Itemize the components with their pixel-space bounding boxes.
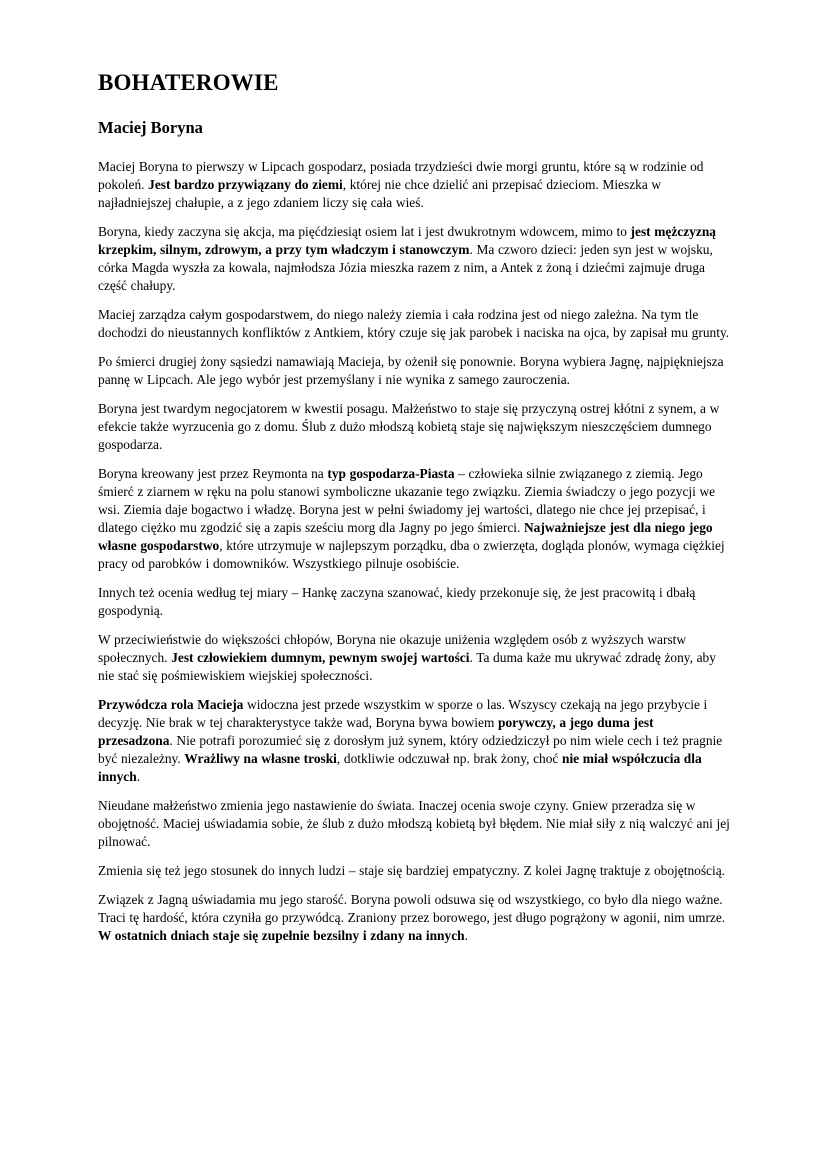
bold-text-run: jest mężczyzną krzepkim, silnym, zdrowym, a przy tym władczym i stanowczym [98, 224, 716, 258]
page-title: BOHATEROWIE [98, 70, 279, 95]
paragraph [98, 223, 731, 295]
text-run: , które utrzymuje w najlepszym porządku, dba o zwierzęta, dogląda plonów, wymaga ciężkiej pracy od parobków i domowników. Wszystkiego pilnuje osobiście. [98, 538, 725, 572]
text-run: Nieudane małżeństwo zmienia jego nastawienie do świata. Inaczej ocenia swoje czyny. Gniew przeradza się w obojętność. Maciej uświadamia sobie, że ślub z dużo młodszą kobietą był błędem. Nie miał siły z nią walczyć ani jej pilnować. [98, 798, 730, 850]
paragraph [98, 465, 731, 573]
paragraph [98, 797, 731, 851]
paragraph [98, 400, 731, 454]
text-run: . [136, 769, 141, 785]
bold-text-run: typ gospodarza-Piasta [327, 466, 455, 482]
section-heading: Maciej Boryna [98, 118, 203, 138]
text-run: – człowieka silnie związanego z ziemią. Jego śmierć z ziarnem w ręku na polu stanowi symboliczne ukazanie tego związku. Ziemia świadczy o jego pozycji we wsi. Ziemia daje bogactwo i władzę. Boryna jest w pełni świadomy jej wartości, dlatego nie chce jej przepisać, i dlatego ciężko mu zgodzić się a zapis sześciu morg dla Jagny po jego śmierci. [98, 466, 716, 536]
bold-text-run: Wrażliwy na własne troski [184, 751, 337, 767]
text-run: Związek z Jagną uświadamia mu jego starość. Boryna powoli odsuwa się od wszystkiego, co było dla niego ważne. Traci tę hardość, która czyniła go przywódcą. Zraniony przez borowego, jest długo pogrążony w agonii, nim umrze. [98, 892, 726, 926]
paragraph [98, 353, 731, 389]
bold-text-run: porywczy, a jego duma jest przesadzona [98, 715, 654, 749]
bold-text-run: Jest bardzo przywiązany do ziemi [148, 177, 343, 193]
text-run: W przeciwieństwie do większości chłopów, Boryna nie okazuje uniżenia względem osób z wyższych warstw społecznych. [98, 632, 687, 666]
paragraph [98, 891, 731, 945]
text-run: widoczna jest przede wszystkim w sporze o las. Wszyscy czekają na jego przybycie i decyzję. Nie brak w tej charakterystyce także wad, Boryna bywa bowiem [98, 697, 708, 731]
paragraph [98, 306, 731, 342]
text-run: . Ma czworo dzieci: jeden syn jest w wojsku, córka Magda wyszła za kowala, najmłodsza Józia mieszka razem z nim, a Antek z żoną i dziećmi zajmuje druga część chałupy. [98, 242, 713, 294]
text-run: Maciej Boryna to pierwszy w Lipcach gospodarz, posiada trzydzieści dwie morgi gruntu, które są w rodzinie od pokoleń. [98, 159, 704, 193]
bold-text-run: nie miał współczucia dla innych [98, 751, 702, 785]
text-run: Boryna, kiedy zaczyna się akcja, ma pięćdziesiąt osiem lat i jest dwukrotnym wdowcem, mimo to [98, 224, 631, 240]
bold-text-run: Najważniejsze jest dla niego jego własne gospodarstwo [98, 520, 713, 554]
paragraph [98, 862, 731, 880]
bold-text-run: W ostatnich dniach staje się zupełnie bezsilny i zdany na innych [98, 928, 465, 944]
text-run: Po śmierci drugiej żony sąsiedzi namawiają Macieja, by ożenił się ponownie. Boryna wybiera Jagnę, najpiękniejsza pannę w Lipcach. Ale jego wybór jest przemyślany i nie wynika z samego zauroczenia. [98, 354, 724, 388]
text-run: . Nie potrafi porozumieć się z dorosłym już synem, który odziedziczył po nim wiele cech i też pragnie być niezależny. [98, 733, 723, 767]
paragraph [98, 696, 731, 786]
bold-text-run: Przywódcza rola Macieja [98, 697, 244, 713]
text-run: Boryna kreowany jest przez Reymonta na [98, 466, 328, 482]
text-run: Boryna jest twardym negocjatorem w kwestii posagu. Małżeństwo to staje się przyczyną ostrej kłótni z synem, a w efekcie także wyrzucenia go z domu. Ślub z dużo młodszą kobietą staje się największym nieszczęściem dumnego gospodarza. [98, 401, 720, 453]
paragraph [98, 584, 731, 620]
bold-text-run: Jest człowiekiem dumnym, pewnym swojej wartości [171, 650, 470, 666]
text-run: . [464, 928, 468, 944]
text-run: Innych też ocenia według tej miary – Hankę zaczyna szanować, kiedy przekonuje się, że jest pracowitą i dbałą gospodynią. [98, 585, 696, 619]
text-run: Zmienia się też jego stosunek do innych ludzi – staje się bardziej empatyczny. Z kolei Jagnę traktuje z obojętnością. [98, 863, 725, 879]
text-run: Maciej zarządza całym gospodarstwem, do niego należy ziemia i cała rodzina jest od niego zależna. Na tym tle dochodzi do nieustannych konfliktów z Antkiem, który czuje się jak parobek i naciska na ojca, by zapisał mu grunty. [98, 307, 730, 341]
text-run: . Ta duma każe mu ukrywać zdradę żony, aby nie stać się pośmiewiskiem wiejskiej społeczności. [98, 650, 716, 684]
document-body [98, 158, 731, 945]
text-run: , dotkliwie odczuwał np. brak żony, choć [336, 751, 562, 767]
text-run: , której nie chce dzielić ani przepisać dzieciom. Mieszka w najładniejszej chałupie, a z jego zdaniem liczy się cała wieś. [98, 177, 662, 211]
paragraph [98, 631, 731, 685]
paragraph [98, 158, 731, 212]
